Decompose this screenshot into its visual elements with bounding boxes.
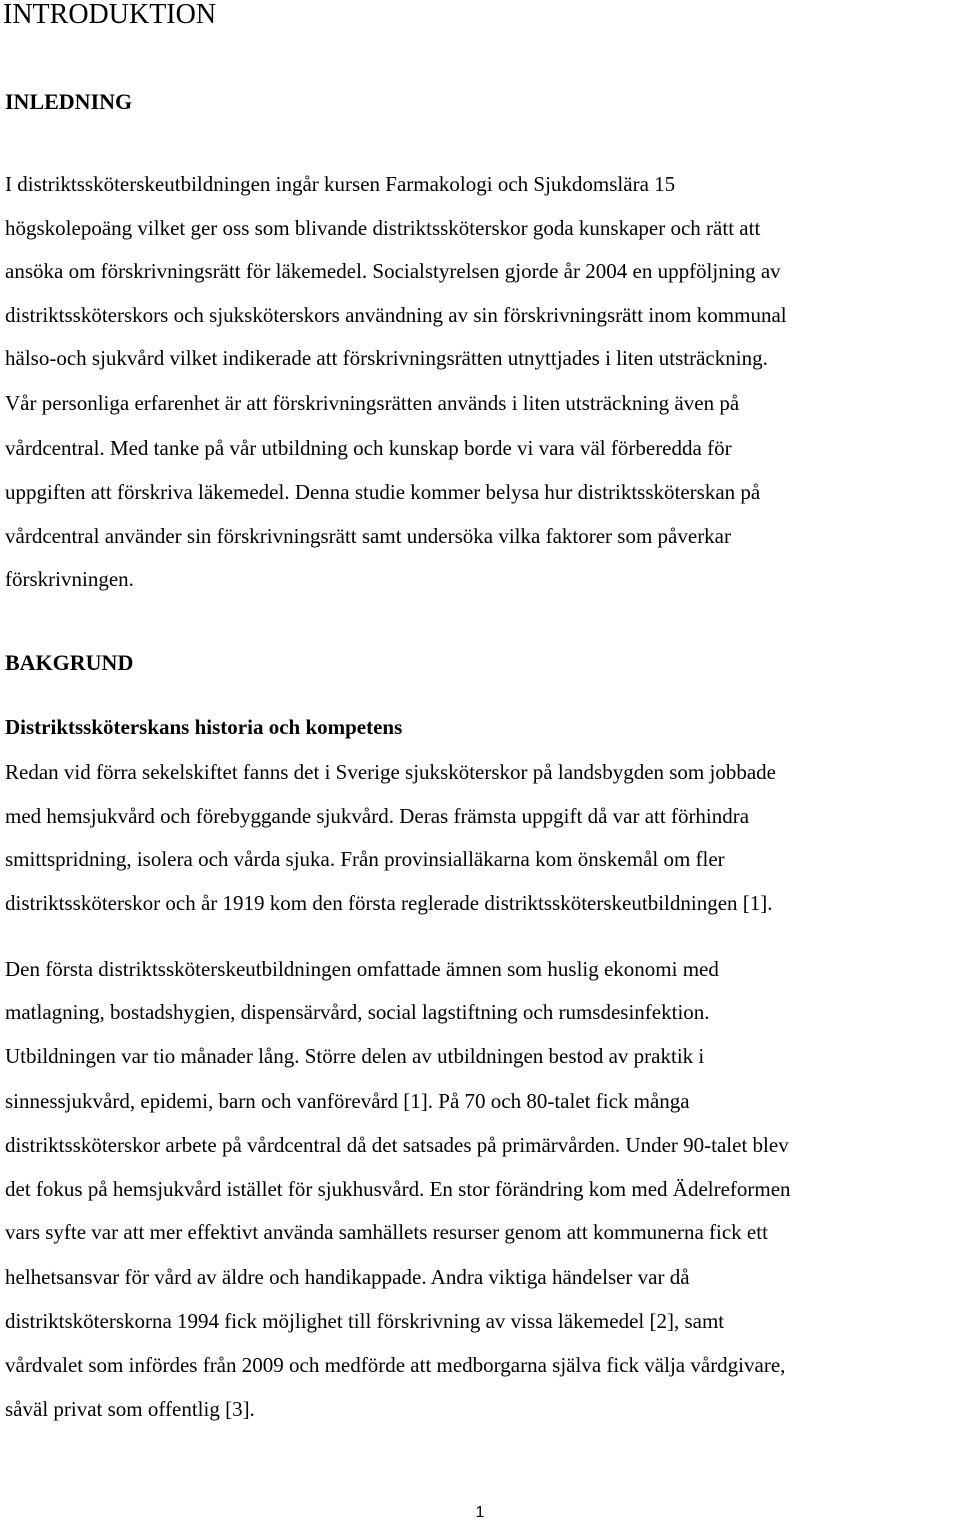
text-line: högskolepoäng vilket ger oss som blivande distriktssköterskor goda kunskaper och rätt att bbox=[5, 216, 761, 240]
text-line: Redan vid förra sekelskiftet fanns det i Sverige sjuksköterskor på landsbygden som jobbade bbox=[5, 760, 776, 784]
text-line: vars syfte var att mer effektivt använda samhällets resurser genom att kommunerna fick ett bbox=[5, 1220, 768, 1244]
text-line: ansöka om förskrivningsrätt för läkemedel. Socialstyrelsen gjorde år 2004 en uppföljning av bbox=[5, 259, 781, 283]
text-line: Vår personliga erfarenhet är att förskrivningsrätten används i liten utsträckning även på bbox=[5, 391, 740, 415]
text-line: med hemsjukvård och förebyggande sjukvård. Deras främsta uppgift då var att förhindra bbox=[5, 804, 750, 828]
text-line: smittspridning, isolera och vårda sjuka. Från provinsialläkarna kom önskemål om fler bbox=[5, 847, 725, 871]
text-line: sinnessjukvård, epidemi, barn och vanförevård [1]. På 70 och 80-talet fick många bbox=[5, 1089, 690, 1113]
text-line: distriktssköterskor arbete på vårdcentral då det satsades på primärvården. Under 90-talet blev bbox=[5, 1133, 789, 1157]
page-number: 1 bbox=[475, 1504, 485, 1521]
section-heading-inledning: INLEDNING bbox=[5, 89, 133, 114]
document-title: INTRODUKTION bbox=[3, 0, 217, 30]
text-line: hälso-och sjukvård vilket indikerade att förskrivningsrätten utnyttjades i liten utsträckning. bbox=[5, 346, 768, 370]
text-line: vårdvalet som infördes från 2009 och medförde att medborgarna själva fick välja vårdgivare, bbox=[5, 1353, 786, 1377]
text-line: distriktssköterskor och år 1919 kom den första reglerade distriktssköterskeutbildningen [1]. bbox=[5, 891, 773, 915]
text-line: vårdcentral. Med tanke på vår utbildning och kunskap borde vi vara väl förberedda för bbox=[5, 436, 732, 460]
text-line: det fokus på hemsjukvård istället för sjukhusvård. En stor förändring kom med Ädelreformen bbox=[5, 1177, 791, 1201]
text-line: I distriktssköterskeutbildningen ingår kursen Farmakologi och Sjukdomslära 15 bbox=[5, 172, 676, 196]
text-line: uppgiften att förskriva läkemedel. Denna studie kommer belysa hur distriktssköterskan på bbox=[5, 480, 761, 504]
text-line: helhetsansvar för vård av äldre och handikappade. Andra viktiga händelser var då bbox=[5, 1265, 690, 1289]
section-heading-bakgrund: BAKGRUND bbox=[5, 650, 134, 675]
text-line: vårdcentral använder sin förskrivningsrätt samt undersöka vilka faktorer som påverkar bbox=[5, 524, 731, 548]
text-line: Utbildningen var tio månader lång. Större delen av utbildningen bestod av praktik i bbox=[5, 1044, 705, 1068]
text-line: Den första distriktssköterskeutbildningen omfattade ämnen som huslig ekonomi med bbox=[5, 957, 719, 981]
text-line: distriktsköterskorna 1994 fick möjlighet till förskrivning av vissa läkemedel [2], samt bbox=[5, 1309, 725, 1333]
subsection-heading: Distriktssköterskans historia och kompetens bbox=[5, 715, 403, 739]
text-line: distriktssköterskors och sjuksköterskors användning av sin förskrivningsrätt inom kommunal bbox=[5, 303, 787, 327]
text-line: såväl privat som offentlig [3]. bbox=[5, 1397, 255, 1421]
text-line: förskrivningen. bbox=[5, 567, 134, 591]
text-line: matlagning, bostadshygien, dispensärvård, social lagstiftning och rumsdesinfektion. bbox=[5, 1000, 710, 1024]
